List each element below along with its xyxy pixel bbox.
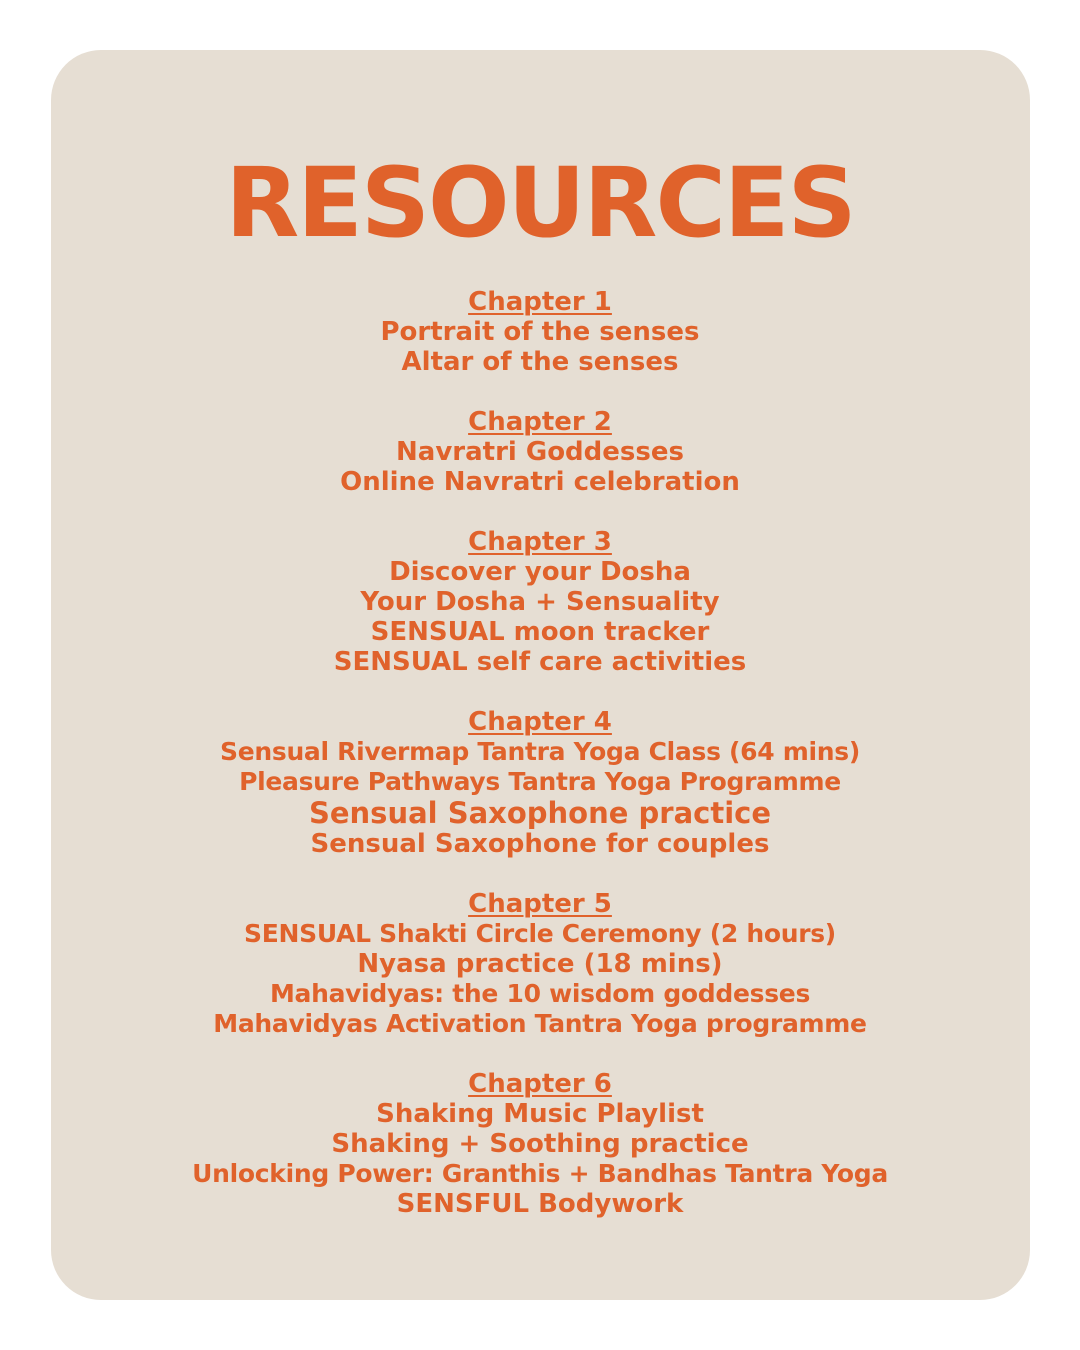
resource-link[interactable]: Nyasa practice (18 mins) <box>357 949 723 979</box>
chapter-4-section <box>0 707 1080 859</box>
chapter-5-heading[interactable]: Chapter 5 <box>468 889 612 919</box>
resource-link[interactable]: Your Dosha + Sensuality <box>360 587 720 617</box>
chapter-list <box>0 287 1080 1249</box>
resource-link[interactable]: Sensual Saxophone practice <box>308 796 772 830</box>
chapter-3-section <box>0 527 1080 677</box>
chapter-5-section <box>0 889 1080 1039</box>
resource-link[interactable]: SENSFUL Bodywork <box>396 1189 684 1219</box>
resource-link[interactable]: Sensual Saxophone for couples <box>310 829 770 859</box>
chapter-6-heading[interactable]: Chapter 6 <box>468 1069 612 1099</box>
chapter-1-heading[interactable]: Chapter 1 <box>468 287 612 317</box>
resource-link[interactable]: Online Navratri celebration <box>340 467 740 497</box>
resource-link[interactable]: Shaking Music Playlist <box>376 1099 704 1129</box>
resource-link[interactable]: SENSUAL Shakti Circle Ceremony (2 hours) <box>244 919 836 948</box>
resource-link[interactable]: Shaking + Soothing practice <box>331 1129 749 1159</box>
resource-link[interactable]: Pleasure Pathways Tantra Yoga Programme <box>239 767 841 796</box>
resource-link[interactable]: SENSUAL moon tracker <box>370 617 710 647</box>
chapter-1-section <box>0 287 1080 377</box>
page-title: RESOURCES <box>225 147 855 259</box>
resource-link[interactable]: Mahavidyas: the 10 wisdom goddesses <box>269 979 811 1008</box>
chapter-2-heading[interactable]: Chapter 2 <box>468 407 612 437</box>
chapter-6-section <box>0 1069 1080 1219</box>
resource-link[interactable]: SENSUAL self care activities <box>333 647 747 677</box>
resource-link[interactable]: Portrait of the senses <box>380 317 700 347</box>
chapter-3-heading[interactable]: Chapter 3 <box>468 527 612 557</box>
resource-link[interactable]: Mahavidyas Activation Tantra Yoga programme <box>213 1009 867 1038</box>
resource-link[interactable]: Altar of the senses <box>401 347 679 377</box>
resource-link[interactable]: Navratri Goddesses <box>396 437 684 467</box>
chapter-2-section <box>0 407 1080 497</box>
resource-link[interactable]: Unlocking Power: Granthis + Bandhas Tantra Yoga <box>192 1159 888 1188</box>
resource-link[interactable]: Sensual Rivermap Tantra Yoga Class (64 mins) <box>220 737 860 766</box>
resource-link[interactable]: Discover your Dosha <box>389 557 691 587</box>
chapter-4-heading[interactable]: Chapter 4 <box>468 707 612 737</box>
